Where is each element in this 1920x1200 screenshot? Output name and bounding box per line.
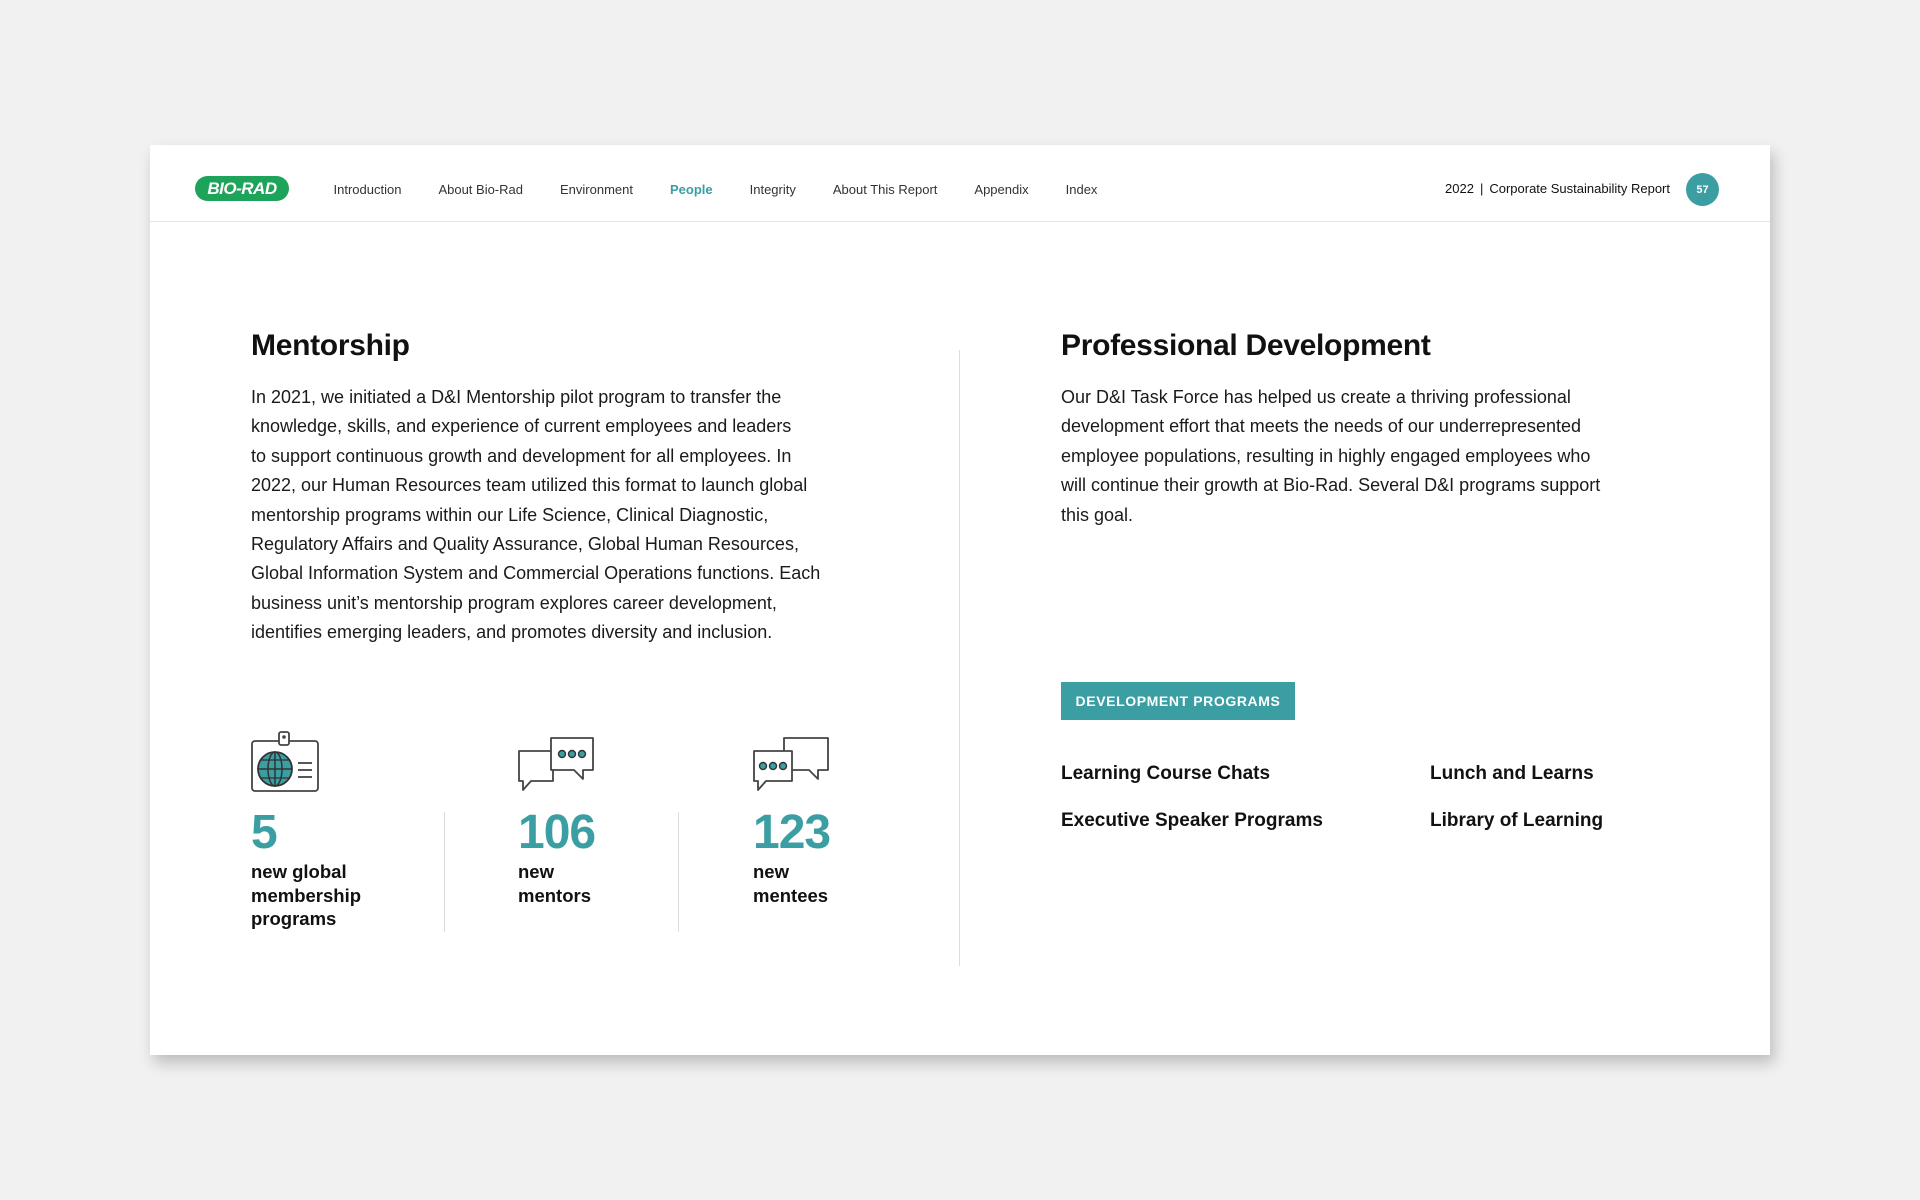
mentorship-paragraph bbox=[251, 383, 820, 648]
stat-number-mentors: 106 bbox=[518, 806, 596, 859]
mentorship-line: identifies emerging leaders, and promotes diversity and inclusion. bbox=[251, 622, 773, 643]
nav-about-this-report[interactable]: About This Report bbox=[832, 182, 938, 197]
report-title bbox=[1445, 181, 1670, 196]
top-navigation bbox=[315, 182, 1116, 197]
stat-label-line: programs bbox=[251, 908, 337, 929]
program-item: Lunch and Learns bbox=[1430, 763, 1594, 784]
stat-label-mentors bbox=[518, 860, 591, 907]
id-badge-globe-icon bbox=[251, 731, 321, 795]
stat-label-line: mentees bbox=[753, 884, 829, 906]
bio-rad-logo[interactable]: BIO-RAD bbox=[195, 176, 289, 201]
nav-about-bio-rad[interactable]: About Bio-Rad bbox=[438, 182, 523, 197]
pd-line: Our D&I Task Force has helped us create a thriving professional bbox=[1061, 387, 1571, 407]
mentorship-line: Global Information System and Commercial Operations functions. Each bbox=[251, 563, 821, 584]
report-separator: | bbox=[1479, 181, 1484, 196]
report-page bbox=[150, 145, 1770, 1055]
chat-bubbles-icon bbox=[517, 737, 597, 793]
report-year: 2022 bbox=[1445, 181, 1474, 196]
stat-label-programs bbox=[251, 860, 361, 931]
stat-divider bbox=[444, 812, 445, 932]
professional-development-heading: Professional Development bbox=[1061, 329, 1431, 362]
mentorship-line: Regulatory Affairs and Quality Assurance, Global Human Resources, bbox=[251, 534, 799, 555]
program-item: Learning Course Chats bbox=[1061, 763, 1271, 784]
program-item: Library of Learning bbox=[1430, 810, 1604, 831]
stat-divider bbox=[678, 812, 679, 932]
page-header bbox=[150, 145, 1770, 222]
stat-label-mentees bbox=[753, 860, 828, 907]
stat-label-line: new bbox=[753, 861, 789, 882]
development-programs-badge: DEVELOPMENT PROGRAMS bbox=[1061, 682, 1295, 720]
stat-number-programs: 5 bbox=[251, 806, 277, 859]
stat-label-line: new global bbox=[251, 861, 347, 882]
mentorship-line: mentorship programs within our Life Science, Clinical Diagnostic, bbox=[251, 504, 769, 525]
mentorship-line: knowledge, skills, and experience of current employees and leaders bbox=[251, 416, 792, 437]
mentorship-line: 2022, our Human Resources team utilized this format to launch global bbox=[251, 475, 808, 496]
nav-appendix[interactable]: Appendix bbox=[974, 182, 1029, 197]
program-item: Executive Speaker Programs bbox=[1061, 810, 1323, 831]
mentorship-line: business unit’s mentorship program explores career development, bbox=[251, 592, 777, 613]
report-name: Corporate Sustainability Report bbox=[1489, 181, 1670, 196]
mentorship-line: In 2021, we initiated a D&I Mentorship pilot program to transfer the bbox=[251, 387, 782, 407]
stat-number-mentees: 123 bbox=[753, 806, 831, 859]
nav-people[interactable]: People bbox=[669, 182, 713, 197]
stat-label-line: new bbox=[518, 861, 554, 882]
pd-line: employee populations, resulting in highly engaged employees who bbox=[1061, 445, 1591, 466]
nav-introduction[interactable]: Introduction bbox=[333, 182, 402, 197]
mentorship-line: to support continuous growth and development for all employees. In bbox=[251, 445, 792, 466]
professional-development-paragraph bbox=[1061, 383, 1600, 530]
page-number-badge: 57 bbox=[1686, 173, 1719, 206]
pd-line: will continue their growth at Bio-Rad. Several D&I programs support bbox=[1061, 475, 1601, 496]
mentorship-heading: Mentorship bbox=[251, 329, 410, 362]
nav-environment[interactable]: Environment bbox=[560, 182, 633, 197]
pd-line: development effort that meets the needs of our underrepresented bbox=[1061, 416, 1582, 437]
stat-label-line: mentors bbox=[518, 884, 591, 906]
pd-line: this goal. bbox=[1061, 504, 1134, 525]
stat-label-line: membership bbox=[251, 884, 362, 906]
nav-integrity[interactable]: Integrity bbox=[749, 182, 796, 197]
chat-bubbles-icon bbox=[752, 737, 832, 793]
column-divider bbox=[959, 350, 960, 966]
nav-index[interactable]: Index bbox=[1065, 182, 1098, 197]
